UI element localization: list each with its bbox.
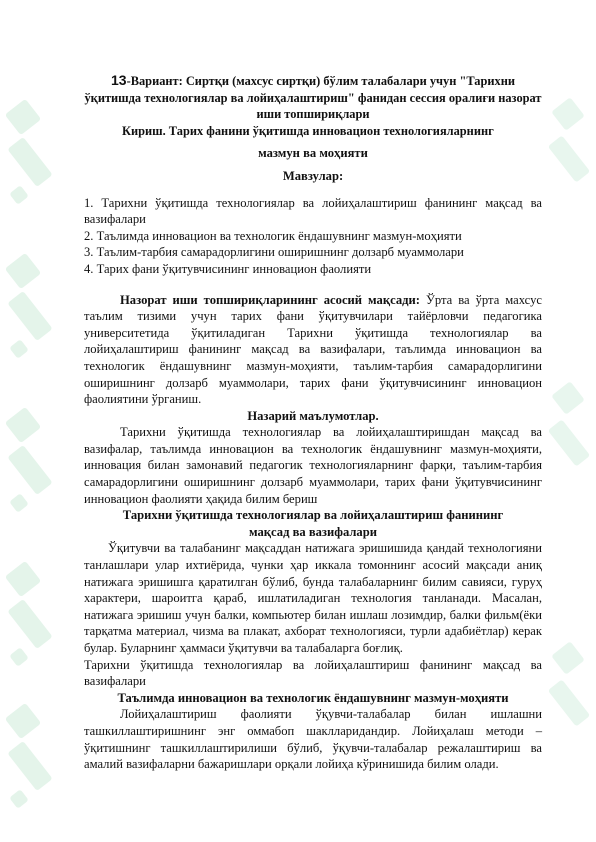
subsection-heading-cont: мақсад ва вазифалари xyxy=(248,524,377,539)
intro-heading-cont: мазмун ва моҳияти xyxy=(258,146,368,161)
document-title xyxy=(84,72,542,123)
subsection-heading: Тарихни ўқитишда технологиялар ва лойиҳалаштириш фанининг xyxy=(122,508,504,523)
watermark-logo xyxy=(546,380,590,498)
theory-heading: Назарий маълумотлар. xyxy=(247,408,379,423)
theory-paragraph: Тарихни ўқитишда технологиялар ва лойиҳалаштиришдан мақсад ва вазифалар, таълимда инновацион ва технологик ёндашувнинг мазмун-моҳияти, инновация билан замонавий педагогик технологияларнинг фарқи, таълим-тарбия самарадорлигини оширишнинг долзарб муаммолари, тарих фани ўқитувчисининг инновацион фаолияти ҳақида билим бериш xyxy=(84,425,542,506)
watermark-logo xyxy=(546,640,590,758)
topics-heading: Мавзулар: xyxy=(282,168,344,183)
watermark-logo xyxy=(546,96,590,214)
watermark-logo xyxy=(8,250,52,368)
topics-list xyxy=(84,195,542,278)
title-text: -Вариант: Сиртқи (махсус сиртқи) бўлим талабалари учун "Тарихни ўқитишда технологиялар ва лойиҳалаштириш" фанидан сессия оралиғи назорат иши топшириқлари xyxy=(84,74,542,122)
intro-heading: Кириш. Тарих фанини ўқитишда инновацион технологияларнинг xyxy=(122,123,494,138)
subsection-heading: Таълимда инновацион ва технологик ёндашувнинг мазмун-моҳияти xyxy=(117,690,509,705)
document-body xyxy=(84,72,542,773)
body-paragraph: Тарихни ўқитишда технологиялар ва лойиҳалаштириш фанининг мақсад ва вазифалари xyxy=(84,657,542,689)
watermark-logo xyxy=(8,404,52,522)
goal-lead: Назорат иши топшириқларининг асосий мақсади: xyxy=(120,292,420,307)
topic-item: 3. Таълим-тарбия самарадорлигини оширишнинг долзарб муаммолари xyxy=(84,245,464,260)
variant-number: 13 xyxy=(111,72,127,88)
topic-item: 1. Тарихни ўқитишда технологиялар ва лойиҳалаштириш фанининг мақсад ва вазифалари xyxy=(84,195,542,227)
topic-item: 2. Таълимда инновацион ва технологик ёндашувнинг мазмун-моҳияти xyxy=(84,228,462,243)
topic-item: 4. Тарих фани ўқитувчисининг инновацион фаолияти xyxy=(84,261,372,276)
body-paragraph: Лойиҳалаштириш фаолияти ўқувчи-талабалар билан ишлашни ташкиллаштиришнинг энг оммабоп шаклларидандир. Лойиҳалаш методи – ўқитишнинг ташкиллаштирилиши бўлиб, ўқувчи-талабалар режалаштириш ва амалий вазифаларни бажаришлари орқали лойиҳа кўринишида билим олади. xyxy=(84,707,542,772)
watermark-logo xyxy=(8,700,52,818)
watermark-logo xyxy=(8,96,52,214)
goal-text: Ўрта ва ўрта махсус таълим тизими учун тарих фани ўқитувчилари тайёрловчи педагогика университетида ўқитиладиган Тарихни ўқитишда технологиялар ва лойиҳалаштириш фанининг мақсад ва вазифалари, таълимда инновацион ва технологик ёндашувнинг мазмун-моҳияти, таълим-тарбия самарадорлигини оширишнинг долзарб муаммолари, тарих фани ўқитувчисининг инновацион фаолиятини ўрганиш. xyxy=(84,292,542,407)
body-paragraph: Ўқитувчи ва талабанинг мақсаддан натижага эришишида қандай технологияни танлашлари улар ихтиёрида, чунки ҳар иккала томоннинг асосий мақсади аниқ натижага эришишга қаратилган бўлиб, бунда талабаларнинг билим савияси, гуруҳ характери, шароитга қараб, ишлатиладиган технология танланади. Масалан, натижага эришиш учун балки, компьютер билан ишлаш лозимдир, балки фильм(ёки тарқатма материал, чизма ва плакат, ахборат технологияси, турли адабиётлар) керак булар. Буларнинг ҳаммаси ўқитувчи ва талабаларга боғлиқ. xyxy=(84,541,542,655)
goal-paragraph xyxy=(84,292,542,408)
watermark-logo xyxy=(8,558,52,676)
